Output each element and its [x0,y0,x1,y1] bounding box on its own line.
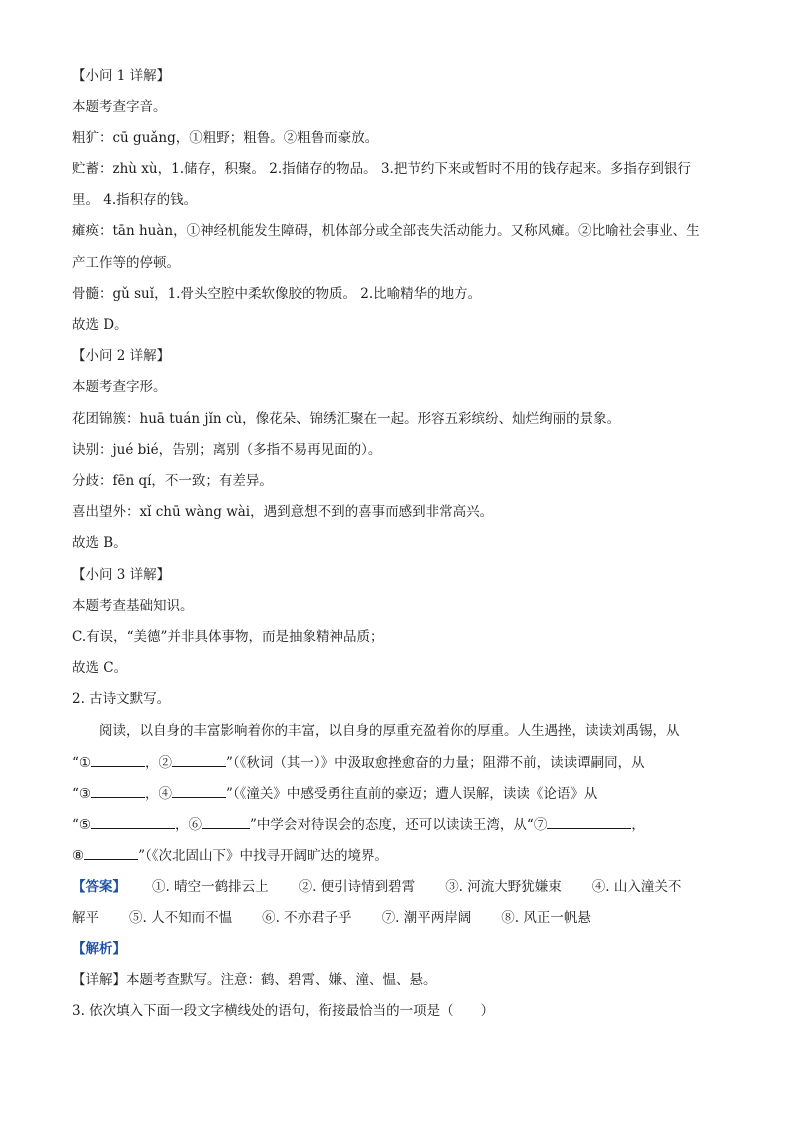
text-line: 故选 B。 [72,535,127,551]
text-line: 花团锦簇：huā tuán jǐn cù，像花朵、锦绣汇聚在一起。形容五彩缤纷、灿烂绚丽的景象。 [72,411,621,427]
blank-1 [91,752,145,767]
blank-4 [172,783,226,798]
analysis-label: 【解析】 [72,941,126,957]
text-line: 诀别：jué bié，告别；离别（多指不易再见面的）。 [72,442,382,458]
answer-item: ⑥. 不亦君子乎 [262,910,352,926]
blank-3 [91,783,145,798]
text-line: 故选 C。 [72,660,128,676]
answer-item: ①. 晴空一鹤排云上 [152,879,269,895]
text-line: 骨髓：gǔ suǐ，1.骨头空腔中柔软像胶的物质。 2.比喻精华的地方。 [72,286,482,302]
text-line: 本题考查基础知识。 [72,598,194,614]
answer-item: ④. 山入潼关不 [591,879,682,895]
text-line: 本题考查字形。 [72,379,167,395]
text-line: C.有误，“美德”并非具体事物，而是抽象精神品质； [72,629,384,645]
analysis-detail: 【详解】本题考查默写。注意：鹤、碧霄、嫌、潼、愠、悬。 [72,972,437,988]
passage-line: “⑤ ，⑥ ”中学会对待误会的态度，还可以读读王湾，从“⑦ ， [72,814,732,835]
blank-7 [547,814,631,829]
text-line: 里。 4.指积存的钱。 [72,192,198,208]
question-2-title: 2. 古诗文默写。 [72,691,171,707]
section-heading-q1: 【小问 1 详解】 [72,68,171,84]
answer-item: ⑤. 人不知而不愠 [129,910,233,926]
text-line: 喜出望外：xǐ chū wàng wài，遇到意想不到的喜事而感到非常高兴。 [72,504,494,520]
blank-8 [84,845,138,860]
answer-item: ③. 河流大野犹嫌束 [445,879,562,895]
blank-2 [172,752,226,767]
section-heading-q3: 【小问 3 详解】 [72,567,171,583]
answer-item: ⑦. 潮平两岸阔 [381,910,472,926]
blank-5 [91,814,175,829]
passage-line: “① ，② ”（《秋词（其一）》中汲取愈挫愈奋的力量；阻滞不前，读读谭嗣同，从 [72,752,732,773]
text-line: 分歧：fēn qí，不一致；有差异。 [72,473,273,489]
answer-item: ②. 便引诗情到碧霄 [298,879,416,895]
answer-cont: 解平 [72,910,99,926]
answer-line [72,877,732,897]
passage-line: 阅读，以自身的丰富影响着你的丰富，以自身的厚重充盈着你的厚重。人生遇挫，读读刘禹锡，从 [99,723,680,739]
section-heading-q2: 【小问 2 详解】 [72,348,171,364]
text-line: 故选 D。 [72,317,128,333]
question-3-title: 3. 依次填入下面一段文字横线处的语句，衔接最恰当的一项是（ ） [72,1003,495,1019]
passage-line: “③ ，④ ”（《潼关》中感受勇往直前的豪迈；遭人误解，读读《论语》从 [72,783,732,804]
text-line: 贮蓄：zhù xù，1.储存，积聚。 2.指储存的物品。 3.把节约下来或暂时不用的钱存起来。多指存到银行 [72,161,691,177]
text-line: 瘫痪：tān huàn，①神经机能发生障碍，机体部分或全部丧失活动能力。又称风瘫。②比喻社会事业、生 [72,223,700,239]
answer-item: ⑧. 风正一帆悬 [501,910,591,926]
text-line: 粗犷：cū guǎng，①粗野；粗鲁。②粗鲁而豪放。 [72,130,379,146]
answer-label: 【答案】 [72,879,126,895]
answer-line [72,908,732,928]
text-line: 本题考查字音。 [72,99,167,115]
text-line: 产工作等的停顿。 [72,255,180,271]
passage-line: ⑧ ”（《次北固山下》中找寻开阔旷达的境界。 [72,845,732,866]
blank-6 [202,814,250,829]
